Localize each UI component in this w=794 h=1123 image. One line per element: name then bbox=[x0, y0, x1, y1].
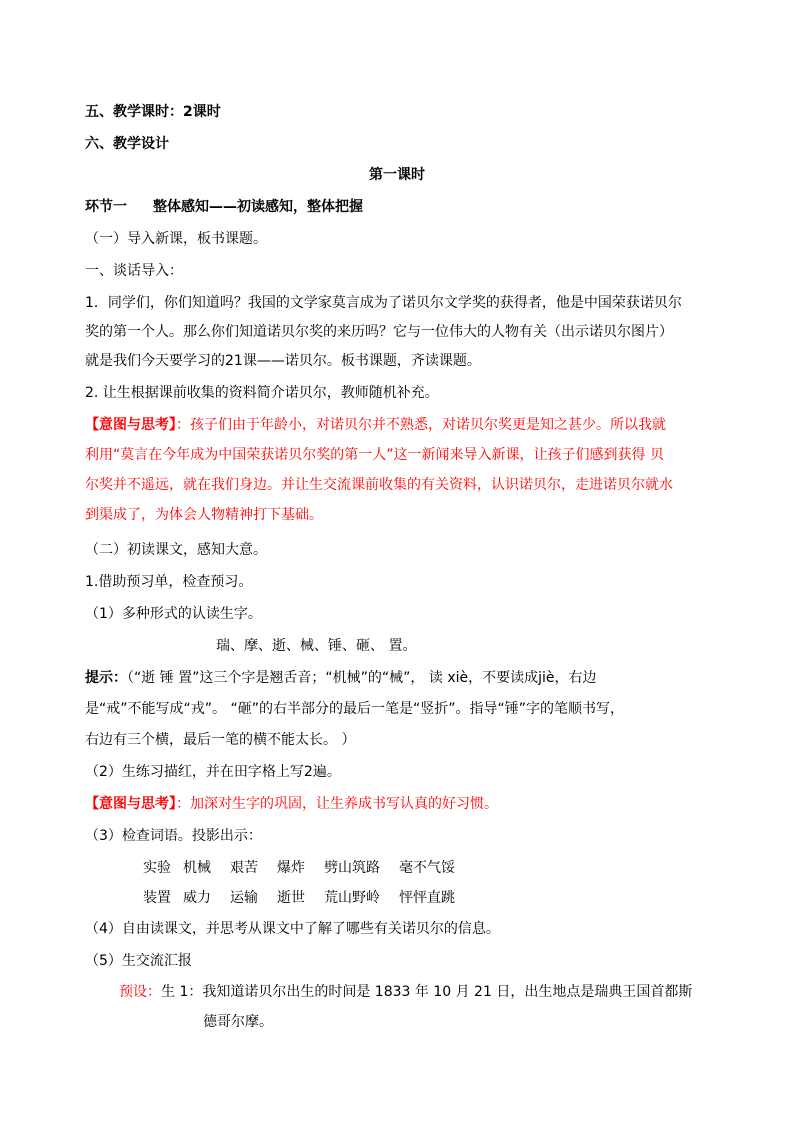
word: 爆炸 bbox=[277, 860, 305, 876]
paragraph-1-line-1: 1．同学们，你们知道吗？我国的文学家莫言成为了诺贝尔文学奖的获得者，他是中国荣获诺贝尔 bbox=[85, 295, 682, 311]
section-6-heading: 六、教学设计 bbox=[85, 136, 169, 152]
intent-label: 【意图与思考】 bbox=[85, 417, 176, 433]
segment-1-title: 整体感知——初读感知，整体把握 bbox=[153, 199, 363, 215]
word: 逝世 bbox=[277, 890, 305, 906]
tip-label: 提示： bbox=[85, 670, 127, 686]
step-1-4: （4）自由读课文，并思考从课文中了解了哪些有关诺贝尔的信息。 bbox=[85, 921, 500, 937]
intent-2: 【意图与思考】：加深对生字的巩固，让生养成书写认真的好习惯。 bbox=[85, 796, 498, 812]
segment-1-heading bbox=[85, 197, 363, 217]
words-row-1 bbox=[143, 858, 455, 878]
new-characters: 瑞、摩、逝、械、锤、砸、 置。 bbox=[216, 638, 417, 654]
word: 威力 bbox=[183, 890, 211, 906]
tip-line-2: 是“戒”不能写成“戎”。 “砸”的右半部分的最后一笔是“竖折”。指导“锤”字的笔顺书写， bbox=[85, 701, 624, 717]
lesson-title: 第一课时 bbox=[369, 167, 425, 183]
word: 怦怦直跳 bbox=[399, 890, 455, 906]
paragraph-1-line-2: 奖的第一个人。那么你们知道诺贝尔奖的来历吗？它与一位伟大的人物有关（出示诺贝尔图片） bbox=[85, 324, 673, 340]
word: 运输 bbox=[230, 890, 258, 906]
word: 荒山野岭 bbox=[324, 890, 380, 906]
word: 毫不气馁 bbox=[399, 860, 455, 876]
paragraph-1-line-3: 就是我们今天要学习的21课——诺贝尔。板书课题，齐读课题。 bbox=[85, 353, 481, 369]
word: 劈山筑路 bbox=[324, 860, 380, 876]
step-1: 1.借助预习单，检查预习。 bbox=[85, 574, 253, 590]
intent-1-line-2: 利用“莫言在今年成为中国荣获诺贝尔奖的第一人”这一新闻来导入新课，让孩子们感到获得 贝 bbox=[85, 447, 664, 463]
preset-label: 预设： bbox=[119, 984, 161, 1000]
intent-1-line-4: 到渠成了，为体会人物精神打下基础。 bbox=[85, 507, 323, 523]
section-5-heading: 五、教学课时：2课时 bbox=[85, 104, 221, 120]
sub-1-heading: 一、谈话导入： bbox=[85, 263, 183, 279]
preset-line-2: 德哥尔摩。 bbox=[203, 1014, 273, 1030]
segment-1-label: 环节一 bbox=[85, 199, 127, 215]
word: 装置 bbox=[143, 890, 171, 906]
intent-1-line-1: 【意图与思考】：孩子们由于年龄小，对诺贝尔并不熟悉，对诺贝尔奖更是知之甚少。所以我就 bbox=[85, 417, 666, 433]
tip-line-1: 提示：（“逝 锤 置”这三个字是翘舌音；“机械”的“械”， 读 xiè，不要读成jiè，右边 bbox=[85, 670, 597, 686]
part-2-heading: （二）初读课文，感知大意。 bbox=[85, 542, 267, 558]
word: 机械 bbox=[183, 860, 211, 876]
preset-line-1: 预设：生 1：我知道诺贝尔出生的时间是 1833 年 10 月 21 日，出生地点是瑞典王国首都斯 bbox=[119, 984, 693, 1000]
step-1-5: （5）生交流汇报 bbox=[85, 953, 192, 969]
intent-1-line-3: 尔奖并不遥远，就在我们身边。并让生交流课前收集的有关资料，认识诺贝尔，走进诺贝尔就水 bbox=[85, 477, 673, 493]
step-1-1: （1）多种形式的认读生字。 bbox=[85, 606, 262, 622]
words-row-2 bbox=[143, 888, 455, 908]
tip-line-3: 右边有三个横，最后一笔的横不能太长。 ） bbox=[85, 732, 356, 748]
part-1-heading: （一）导入新课，板书课题。 bbox=[85, 231, 267, 247]
step-1-3: （3）检查词语。投影出示： bbox=[85, 828, 262, 844]
word: 实验 bbox=[143, 860, 171, 876]
step-1-2: （2）生练习描红，并在田字格上写2遍。 bbox=[85, 764, 341, 780]
paragraph-2: 2. 让生根据课前收集的资料简介诺贝尔，教师随机补充。 bbox=[85, 385, 439, 401]
word: 艰苦 bbox=[230, 860, 258, 876]
